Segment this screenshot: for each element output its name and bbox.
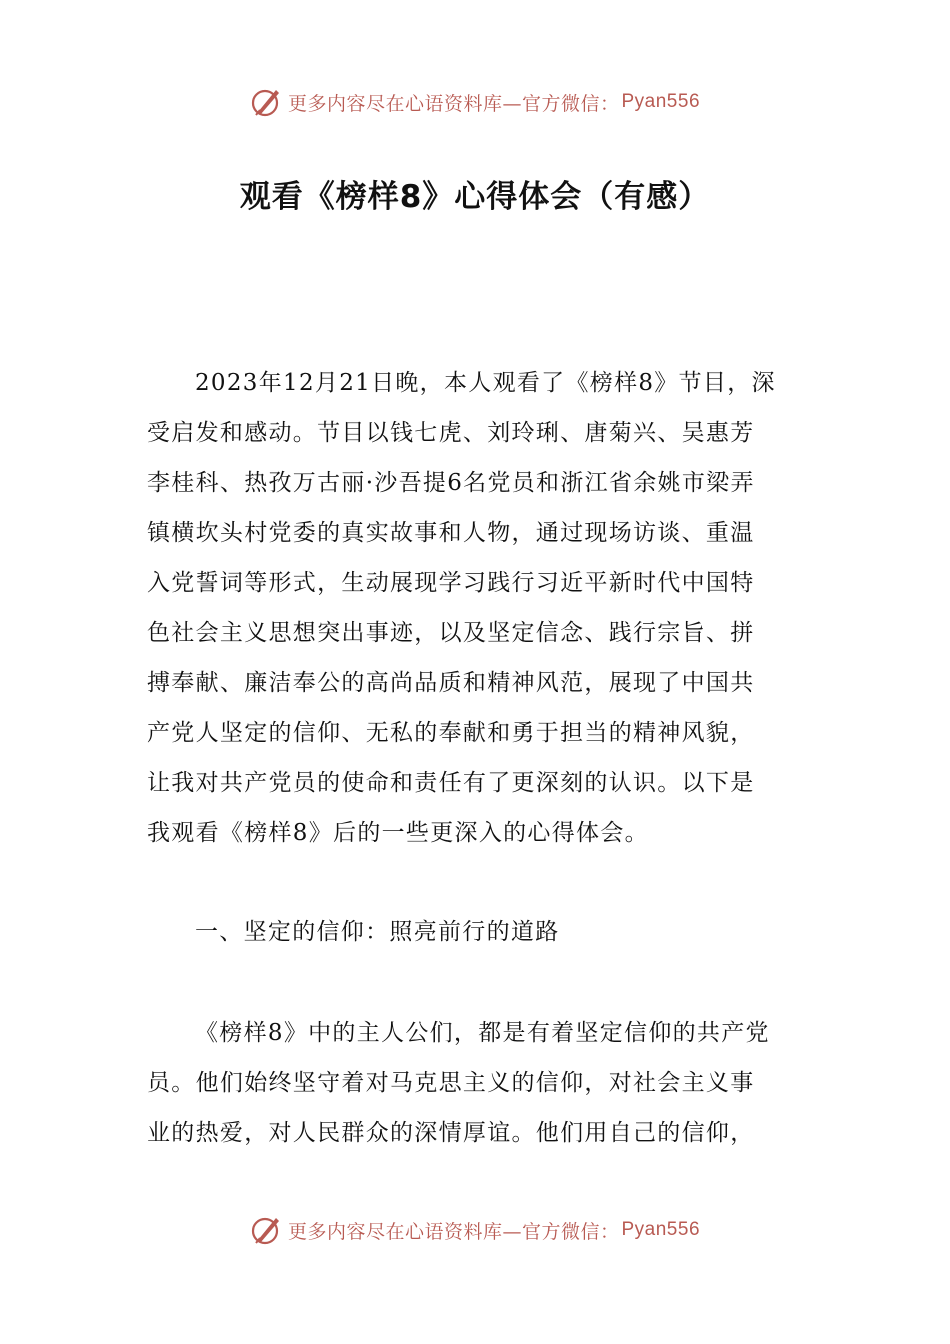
section-heading xyxy=(147,907,807,957)
paragraph-line: 色社会主义思想突出事迹，以及坚定信念、践行宗旨、拼 xyxy=(147,620,755,646)
paragraph-intro xyxy=(147,358,807,858)
paragraph-line: 李桂科、热孜万古丽·沙吾提6名党员和浙江省余姚市梁弄 xyxy=(147,470,755,496)
watermark-contact: Pyan556 xyxy=(621,91,701,112)
quill-logo-icon xyxy=(250,1213,284,1247)
paragraph-line: 《榜样8》中的主人公们，都是有着坚定信仰的共产党 xyxy=(195,1020,770,1046)
paragraph-line: 我观看《榜样8》后的一些更深入的心得体会。 xyxy=(147,820,649,846)
paragraph-line: 搏奉献、廉洁奉公的高尚品质和精神风范，展现了中国共 xyxy=(147,670,755,696)
footer-watermark xyxy=(0,1210,950,1250)
paragraph-line: 员。他们始终坚守着对马克思主义的信仰，对社会主义事 xyxy=(147,1070,755,1096)
watermark-text: 更多内容尽在心语资料库—官方微信： xyxy=(287,1220,620,1243)
paragraph-line: 让我对共产党员的使命和责任有了更深刻的认识。以下是 xyxy=(147,770,755,796)
quill-logo-icon xyxy=(250,85,284,119)
paragraph-section-1 xyxy=(147,1008,807,1158)
paragraph-line: 受启发和感动。节目以钱七虎、刘玲琍、唐菊兴、吴惠芳 xyxy=(147,420,755,446)
paragraph-line: 业的热爱，对人民群众的深情厚谊。他们用自己的信仰， xyxy=(147,1120,755,1146)
paragraph-line: 入党誓词等形式，生动展现学习践行习近平新时代中国特 xyxy=(147,570,755,596)
document-title: 观看《榜样8》心得体会（有感） xyxy=(239,179,711,215)
paragraph-line: 镇横坎头村党委的真实故事和人物，通过现场访谈、重温 xyxy=(147,520,755,546)
watermark-contact: Pyan556 xyxy=(621,1219,701,1240)
section-heading-text: 一、坚定的信仰：照亮前行的道路 xyxy=(195,919,560,945)
header-watermark xyxy=(0,82,950,122)
paragraph-line: 产党人坚定的信仰、无私的奉献和勇于担当的精神风貌， xyxy=(147,720,755,746)
watermark-text: 更多内容尽在心语资料库—官方微信： xyxy=(287,92,620,115)
paragraph-line: 2023年12月21日晚，本人观看了《榜样8》节目，深 xyxy=(195,370,776,396)
